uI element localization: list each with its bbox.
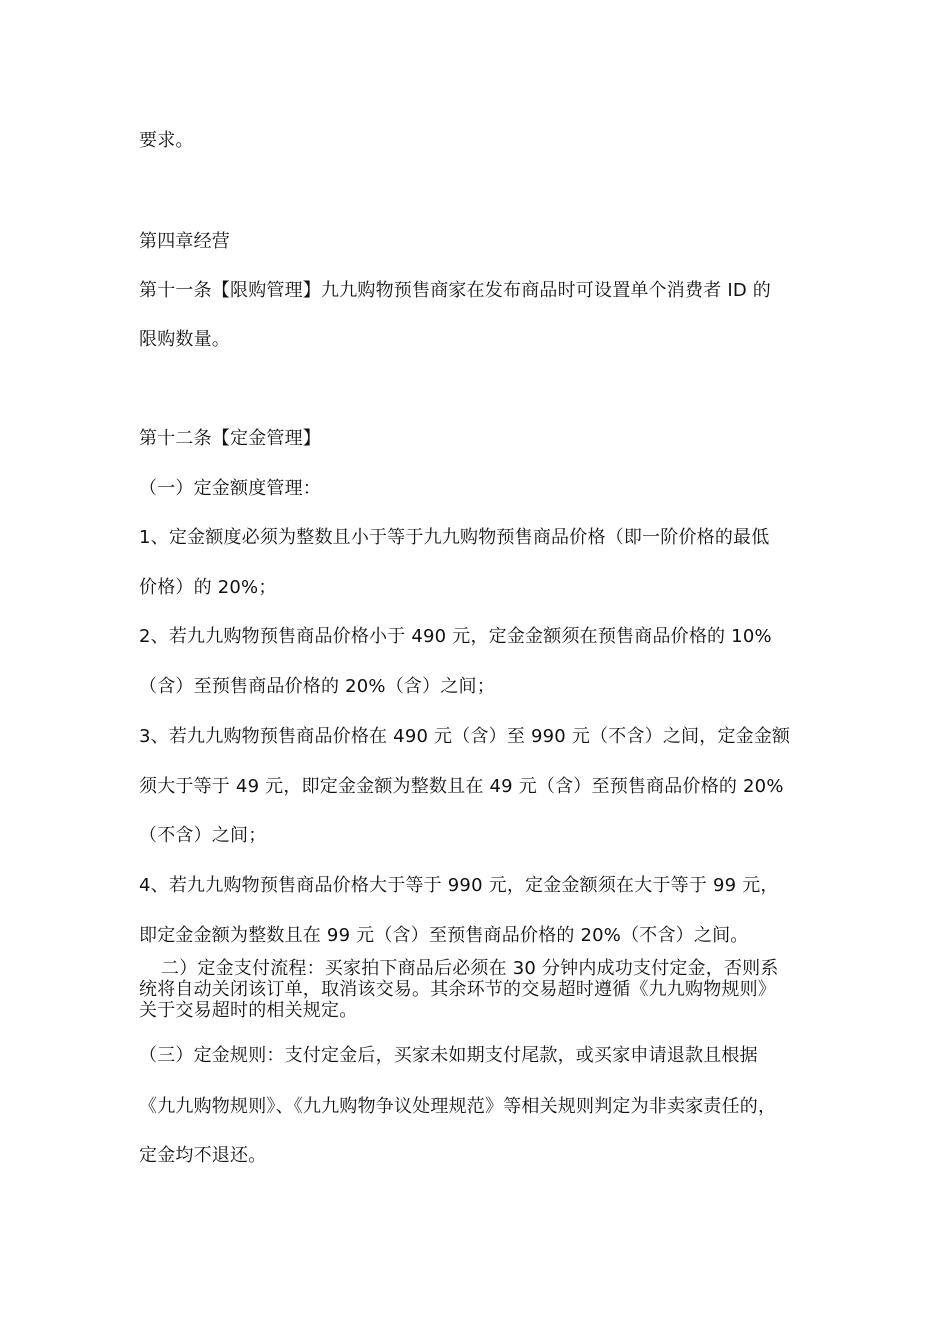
text-line: 价格）的 20%；	[139, 577, 277, 598]
article-heading: 第十二条【定金管理】	[139, 428, 321, 449]
text-line: 须大于等于 49 元，即定金金额为整数且在 49 元（含）至预售商品价格的 20%	[139, 776, 784, 797]
text-line: （含）至预售商品价格的 20%（含）之间；	[139, 676, 495, 697]
payment-paragraph	[139, 958, 829, 1021]
text-line: 即定金金额为整数且在 99 元（含）至预售商品价格的 20%（不含）之间。	[139, 925, 749, 946]
chapter-heading: 第四章经营	[139, 231, 230, 252]
text-line: 限购数量。	[139, 329, 230, 350]
text-line: 二）定金支付流程：买家拍下商品后必须在 30 分钟内成功支付定金，否则系	[161, 958, 779, 979]
text-line: 4、若九九购物预售商品价格大于等于 990 元，定金金额须在大于等于 99 元，	[139, 875, 779, 896]
section-heading: （一）定金额度管理：	[139, 478, 321, 499]
text-line: 定金均不退还。	[139, 1145, 267, 1166]
text-line: 3、若九九购物预售商品价格在 490 元（含）至 990 元（不含）之间，定金金额	[139, 726, 791, 747]
text-line: 1、定金额度必须为整数且小于等于九九购物预售商品价格（即一阶价格的最低	[139, 527, 770, 548]
text-line: （三）定金规则：支付定金后，买家未如期支付尾款，或买家申请退款且根据	[139, 1045, 758, 1066]
text-line: 统将自动关闭该订单，取消该交易。其余环节的交易超时遵循《九九购物规则》	[139, 979, 776, 1000]
text-line: 要求。	[139, 130, 194, 151]
text-line: 关于交易超时的相关规定。	[139, 1000, 358, 1021]
text-line: 第十一条【限购管理】九九购物预售商家在发布商品时可设置单个消费者 ID 的	[139, 280, 772, 301]
text-line: （不含）之间；	[139, 825, 267, 846]
text-line: 2、若九九购物预售商品价格小于 490 元，定金金额须在预售商品价格的 10%	[139, 626, 772, 647]
text-line: 《九九购物规则》、《九九购物争议处理规范》等相关规则判定为非卖家责任的，	[139, 1096, 777, 1117]
